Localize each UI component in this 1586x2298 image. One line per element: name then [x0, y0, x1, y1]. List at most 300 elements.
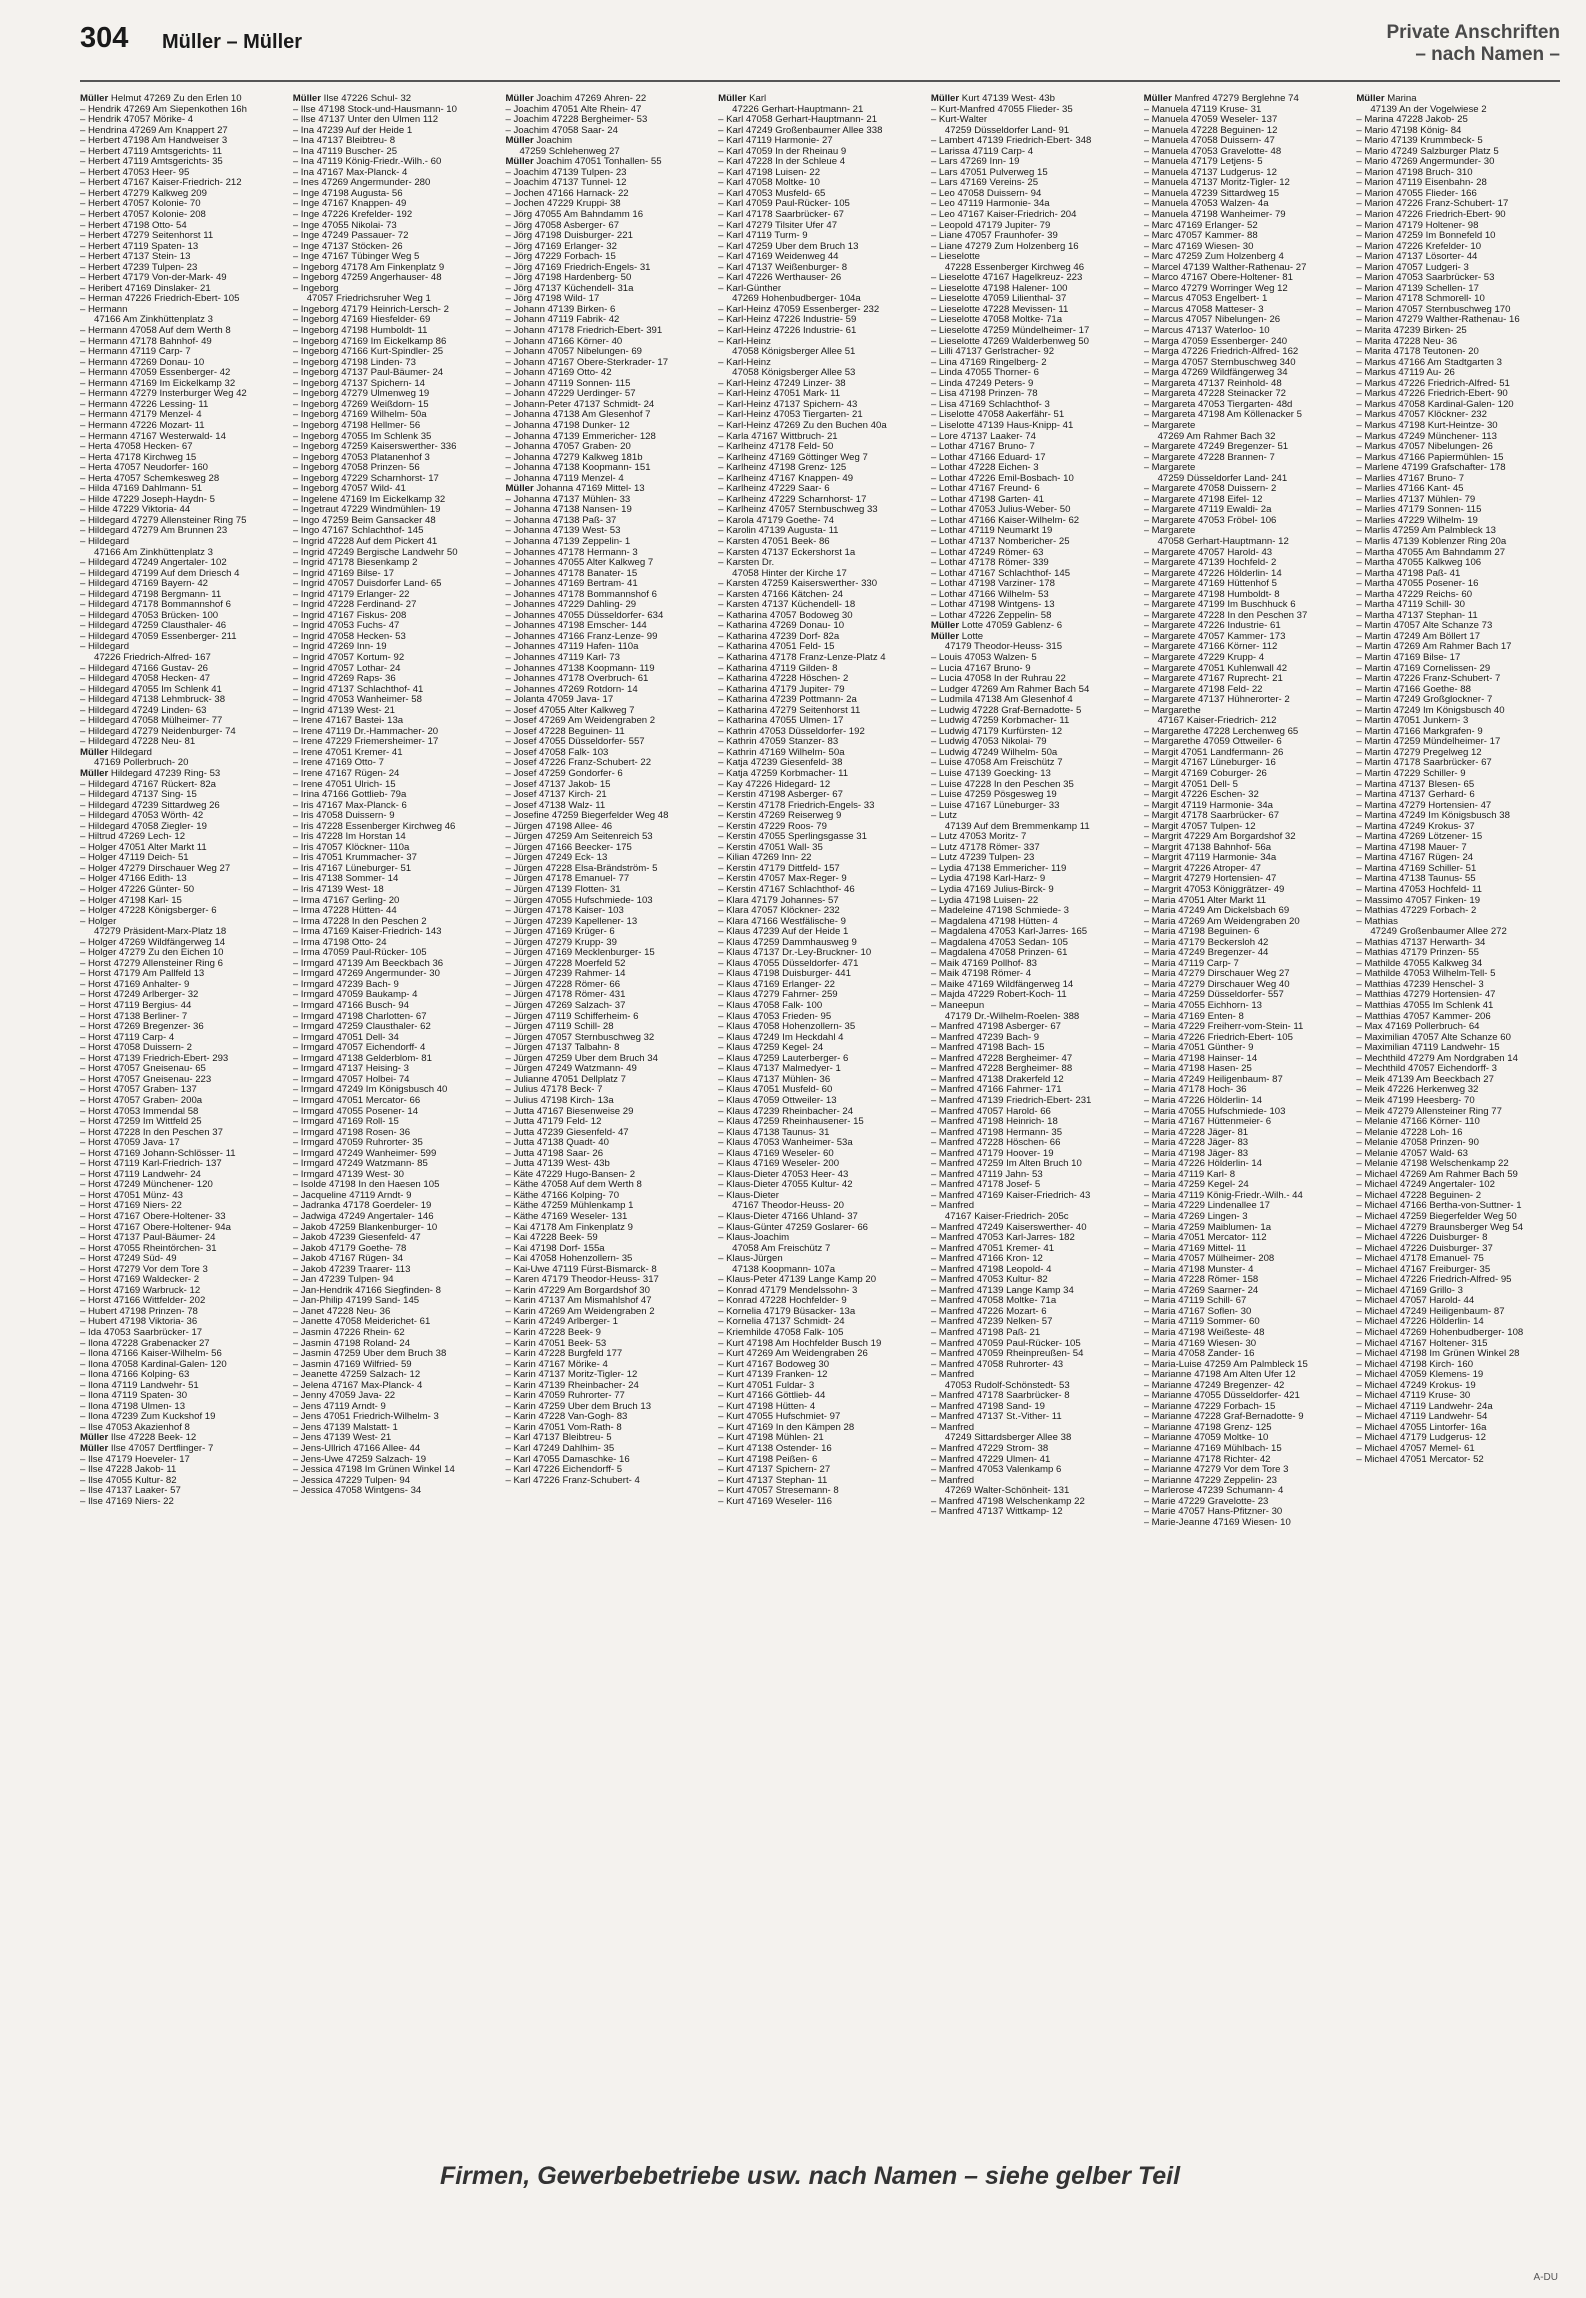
directory-entry: – Kurt-Manfred 47055 Flieder- 35: [930, 104, 1073, 115]
directory-entry: – Hermann 47226 Mozart- 11: [80, 420, 205, 431]
directory-entry: – Marga 47059 Essenberger- 240: [1143, 336, 1288, 347]
directory-entry: – Ilona 47239 Zum Kuckshof 19: [80, 1412, 216, 1423]
directory-entry: – Karl-Heinz 47226 Industrie- 59: [718, 315, 857, 326]
directory-entry: – Manuela 47137 Moritz-Tigler- 12: [1143, 178, 1290, 189]
directory-entry: – Katja 47239 Giesenfeld- 38: [718, 758, 843, 769]
directory-entry: – Manfred 47166 Fahrner- 171: [930, 1085, 1062, 1096]
directory-entry: – Manuela 47198 Wanheimer- 79: [1143, 210, 1286, 221]
directory-entry: Müller Joachim 47051 Tonhallen- 55: [505, 157, 662, 168]
directory-entry: – Kurt 47166 Göttlieb- 44: [718, 1391, 826, 1402]
directory-entry: – Irene 47051 Ulrich- 15: [292, 779, 396, 790]
directory-entry: – Josef 47259 Gondorfer- 6: [505, 769, 623, 779]
directory-entry: – Margit 47057 Tulpen- 12: [1143, 821, 1256, 832]
directory-entry: – Jürgen 47198 Allee- 46: [505, 821, 613, 832]
directory-entry: Müller Helmut 47269 Zu den Erlen 10: [80, 94, 242, 104]
directory-entry: – Maria 47051 Alter Markt 11: [1143, 895, 1267, 906]
directory-entry: – Michael 47279 Braunsberger Weg 54: [1356, 1222, 1524, 1233]
directory-entry: – Maria 47119 König-Friedr.-Wilh.- 44: [1143, 1190, 1303, 1201]
directory-entry: – Ilona 47058 Kardinal-Galen- 120: [80, 1359, 227, 1370]
directory-entry: – Jutta 47239 Giesenfeld- 47: [505, 1127, 629, 1138]
directory-entry: – Maria 47055 Eichhorn- 13: [1143, 1001, 1262, 1012]
directory-entry: 47058 Hinter der Kirche 17: [732, 568, 847, 579]
directory-entry: – Ingrid 47137 Schlachthof- 41: [292, 684, 424, 695]
directory-entry: – Ilse 47137 Laaker- 57: [80, 1486, 181, 1497]
directory-entry: – Karsten 47051 Beek- 86: [718, 536, 830, 547]
directory-entry: – Lothar 47167 Freund- 6: [930, 484, 1040, 495]
directory-entry: – Jörg 47169 Friedrich-Engels- 31: [505, 262, 651, 273]
directory-entry: – Lothar 47166 Eduard- 17: [930, 452, 1046, 463]
directory-entry: – Horst 47139 Friedrich-Ebert- 293: [80, 1053, 229, 1064]
directory-entry: – Manfred 47229 Strom- 38: [930, 1444, 1049, 1454]
directory-entry: – Ingo 47259 Beim Gansacker 48: [292, 515, 436, 526]
directory-entry: – Ludwig 47249 Wilhelm- 50a: [930, 747, 1058, 758]
directory-entry: – Manuela 47058 Duissern- 47: [1143, 136, 1275, 147]
directory-entry: – Manfred 47059 Paul-Rücker- 105: [930, 1338, 1081, 1349]
directory-entry: – Margarete 47053 Fröbel- 106: [1143, 515, 1277, 526]
directory-entry: 47058 Königsberger Allee 53: [732, 368, 856, 379]
directory-entry: – Johannes 47138 Koopmann- 119: [505, 663, 655, 674]
directory-entry: – Margrit 47053 Königgrätzer- 49: [1143, 885, 1285, 896]
directory-entry: – Margarete 47137 Hühnerorter- 2: [1143, 695, 1290, 706]
directory-entry: – Kerstin 47057 Max-Reger- 9: [718, 874, 847, 885]
directory-entry: – Horst 47167 Obere-Holtener- 33: [80, 1211, 226, 1222]
directory-entry: – Michael 47057 Harold- 44: [1356, 1296, 1475, 1307]
directory-entry: – Lothar 47166 Kaiser-Wilhelm- 62: [930, 515, 1080, 526]
directory-entry: – Irmgard 47138 Gelderblom- 81: [292, 1053, 432, 1064]
directory-entry: – Irmgard 47198 Charlotten- 67: [292, 1011, 427, 1022]
directory-entry: – Lothar 47167 Bruno- 7: [930, 442, 1035, 453]
directory-entry: – Karl 47198 Luisen- 22: [718, 167, 821, 178]
directory-entry: – Kurt 47137 Stephan- 11: [718, 1475, 828, 1486]
directory-entry: – Marianne 47055 Düsseldorfer- 421: [1143, 1391, 1300, 1402]
directory-entry: – Lieselotte 47059 Lilienthal- 37: [930, 294, 1067, 305]
directory-entry: – Ina 47119 König-Friedr.-Wilh.- 60: [292, 157, 442, 168]
directory-entry: – Horst 47119 Carp- 4: [80, 1032, 175, 1043]
directory-entry: – Marga 47057 Sternbuschweg 340: [1143, 357, 1296, 368]
directory-entry: – Jens 47139 West- 21: [292, 1433, 392, 1444]
directory-entry: – Mathias 47137 Herwarth- 34: [1356, 937, 1486, 948]
directory-entry: – Michael 47226 Duisburger- 37: [1356, 1243, 1493, 1254]
directory-entry: – Johann 47057 Nibelungen- 69: [505, 347, 642, 358]
directory-entry: – Horst 47138 Berliner- 7: [80, 1011, 188, 1022]
directory-entry: – Maria 47119 Carp- 7: [1143, 958, 1239, 969]
directory-entry: 47138 Koopmann- 107a: [732, 1264, 836, 1275]
directory-entry: – Manfred 47053 Karl-Jarres- 182: [930, 1233, 1075, 1244]
directory-entry: – Klaus-Dieter: [718, 1190, 779, 1201]
directory-entry: – Manfred 47139 Lange Kamp 34: [930, 1285, 1074, 1296]
directory-entry: – Kilian 47269 Inn- 22: [718, 853, 812, 864]
directory-entry: – Ilona 47119 Landwehr- 51: [80, 1380, 199, 1391]
directory-entry: – Irene 47169 Otto- 7: [292, 758, 384, 769]
directory-entry: – Johanna 47138 Koopmann- 151: [505, 463, 651, 474]
directory-entry: – Klaus 47239 Rheinbacher- 24: [718, 1106, 854, 1117]
directory-entry: – Manuela 47053 Gravelotte- 48: [1143, 146, 1282, 157]
directory-entry: – Horst 47179 Am Pallfeld 13: [80, 969, 205, 980]
directory-entry: – Karin 47228 Beek- 9: [505, 1327, 601, 1338]
directory-entry: – Irmgard 47051 Dell- 34: [292, 1032, 399, 1043]
directory-entry: – Irmgard 47057 Holbei- 74: [292, 1074, 410, 1085]
directory-entry: – Karlheinz 47229 Scharnhorst- 17: [718, 494, 867, 505]
directory-entry: – Hendrik 47269 Am Siepenkothen 16h: [80, 104, 247, 115]
directory-entry: – Karlheinz 47229 Saar- 6: [718, 484, 830, 495]
directory-entry: – Hildegard 47058 Hecken- 47: [80, 674, 211, 685]
directory-entry: – Klaus 47198 Duisburger- 441: [718, 969, 851, 980]
directory-entry: – Jakob 47239 Giesenfeld- 47: [292, 1233, 421, 1244]
directory-entry: – Käthe 47259 Mühlenkamp 1: [505, 1201, 634, 1212]
directory-entry: – Manfred 47239 Nelken- 57: [930, 1317, 1053, 1328]
directory-entry: – Ingeborg 47058 Prinzen- 56: [292, 463, 420, 474]
directory-entry: – Kurt 47198 Hütten- 4: [718, 1401, 816, 1412]
directory-entry: – Klaus 47169 Weseler- 60: [718, 1148, 834, 1159]
directory-entry: – Josef 47055 Alter Kalkweg 7: [505, 705, 635, 716]
directory-entry: – Josef 47137 Jakob- 15: [505, 779, 611, 790]
directory-entry: – Klaus-Dieter 47166 Uhland- 37: [718, 1211, 858, 1222]
page-number: 304: [80, 22, 129, 54]
directory-entry: – Karin 47229 Am Borgardshof 30: [505, 1285, 650, 1296]
directory-entry: – Marc 47169 Wiesen- 30: [1143, 241, 1254, 252]
directory-entry: – Katharina 47228 Höschen- 2: [718, 674, 849, 685]
section-title: [1386, 22, 1560, 66]
directory-entry: – Marcus 47137 Waterloo- 10: [1143, 326, 1270, 337]
directory-entry: – Jan-Hendrik 47166 Siegfinden- 8: [292, 1285, 441, 1296]
directory-entry: – Hildegard 47166 Gustav- 26: [80, 663, 208, 674]
directory-entry: – Maria 47179 Beckersloh 42: [1143, 937, 1269, 948]
directory-entry: – Karl-Günther: [718, 283, 782, 294]
directory-entry: – Manfred 47137 St.-Vither- 11: [930, 1412, 1062, 1423]
directory-entry: – Manfred: [930, 1475, 975, 1486]
directory-entry: – Manfred 47226 Mozart- 6: [930, 1306, 1047, 1317]
directory-entry: 47166 Am Zinkhüttenplatz 3: [94, 547, 213, 558]
directory-entry: – Lieselotte 47198 Halener- 100: [930, 283, 1068, 294]
directory-entry: – Klaus 47239 Auf der Heide 1: [718, 927, 849, 938]
directory-entry: – Johann 47167 Obere-Sterkrader- 17: [505, 357, 669, 368]
directory-entry: – Holger 47198 Karl- 15: [80, 895, 182, 906]
directory-entry: – Hildegard 47053 Brücken- 100: [80, 610, 219, 621]
directory-entry: – Karl 47226 Franz-Schubert- 4: [505, 1475, 640, 1486]
directory-entry: – Margarete 47249 Bregenzer- 51: [1143, 442, 1289, 453]
directory-entry: – Horst 47119 Karl-Friedrich- 137: [80, 1159, 222, 1170]
directory-entry: – Martha 47055 Kalkweg 106: [1356, 558, 1482, 569]
directory-entry: 47228 Essenberger Kirchweg 46: [944, 262, 1085, 273]
directory-entry: 47226 Friedrich-Alfred- 167: [94, 652, 211, 663]
directory-entry: Müller Joachim: [505, 136, 573, 147]
directory-entry: – Marianne 47059 Moltke- 10: [1143, 1433, 1269, 1444]
directory-entry: – Irene 47119 Dr.-Hammacher- 20: [292, 726, 439, 737]
directory-entry: – Marlies 47167 Bruno- 7: [1356, 473, 1465, 484]
directory-entry: – Hildegard 47137 Sing- 15: [80, 790, 197, 801]
directory-entry: – Martin 47229 Schiller- 9: [1356, 769, 1466, 779]
directory-entry: – Ilse 47055 Kultur- 82: [80, 1475, 177, 1486]
directory-entry: – Jens-Uwe 47259 Salzach- 19: [292, 1454, 427, 1465]
directory-entry: – Klaus-Jürgen: [718, 1254, 783, 1265]
directory-entry: – Hermann 47058 Auf dem Werth 8: [80, 326, 231, 337]
directory-entry: – Klaus-Günter 47259 Goslarer- 66: [718, 1222, 869, 1233]
directory-entry: – Marion 47279 Walther-Rathenau- 16: [1356, 315, 1520, 326]
directory-entry: 47167 Kaiser-Friedrich- 205c: [944, 1211, 1069, 1222]
directory-entry: – Liane 47057 Fraunhofer- 39: [930, 231, 1058, 242]
directory-entry: – Jürgen 47119 Schifferheim- 6: [505, 1011, 639, 1022]
directory-entry: – Hildegard 47239 Sittardweg 26: [80, 800, 220, 811]
directory-entry: Müller Manfred 47279 Berglehne 74: [1143, 94, 1299, 104]
directory-entry: – Martina 47249 Krokus- 37: [1356, 821, 1475, 832]
directory-entry: – Maria 47269 Am Weidengraben 20: [1143, 916, 1300, 927]
directory-entry: – Manuela 47137 Ludgerus- 12: [1143, 167, 1277, 178]
directory-entry: – Maik 47198 Römer- 4: [930, 969, 1032, 980]
directory-entry: – Marianne 47198 Am Alten Ufer 12: [1143, 1370, 1296, 1381]
directory-entry: – Herbert 47198 Otto- 54: [80, 220, 187, 231]
directory-entry: – Martha 47229 Reichs- 60: [1356, 589, 1473, 600]
directory-entry: – Mathias 47179 Prinzen- 55: [1356, 948, 1479, 959]
directory-entry: – Markus 47226 Friedrich-Ebert- 90: [1356, 389, 1508, 400]
directory-entry: – Marlies 47179 Sonnen- 115: [1356, 505, 1482, 516]
directory-entry: – Horst 47057 Gneisenau- 65: [80, 1064, 206, 1075]
directory-entry: – Klaus 47058 Hohenzollern- 35: [718, 1022, 856, 1033]
directory-entry: – Herbert 47179 Von-der-Mark- 49: [80, 273, 227, 284]
directory-entry: – Manuela 47059 Weseler- 137: [1143, 115, 1278, 126]
directory-entry: – Irmgard 47239 Bach- 9: [292, 979, 399, 990]
directory-entry: – Margareta 47198 Am Köllenacker 5: [1143, 410, 1302, 421]
directory-entry: – Karin 47249 Arlberger- 1: [505, 1317, 618, 1328]
directory-entry: – Magdalena 47058 Prinzen- 61: [930, 948, 1068, 959]
directory-entry: – Martha 47055 Posener- 16: [1356, 579, 1479, 590]
directory-entry: – Karl-Heinz 47269 Zu den Buchen 40a: [718, 420, 887, 431]
directory-entry: – Jutta 47138 Quadt- 40: [505, 1138, 609, 1149]
directory-entry: – Liselotte 47058 Aakerfähr- 51: [930, 410, 1065, 421]
directory-entry: – Jelena 47167 Max-Planck- 4: [292, 1380, 423, 1391]
directory-entry: – Jürgen 47228 Moerfeld 52: [505, 958, 626, 969]
directory-entry: – Katharina 47239 Pottmann- 2a: [718, 695, 857, 706]
directory-entry: – Michael 47249 Heiligenbaum- 87: [1356, 1306, 1505, 1317]
directory-entry: – Iris 47167 Lüneburger- 51: [292, 863, 412, 874]
directory-entry: – Martin 47178 Saarbrücker- 67: [1356, 758, 1492, 769]
directory-entry: – Jakob 47259 Blankenburger- 10: [292, 1222, 438, 1233]
directory-entry: – Martin 47057 Alte Schanze 73: [1356, 621, 1493, 632]
directory-entry: – Käte 47229 Hugo-Bansen- 2: [505, 1169, 636, 1180]
directory-entry: – Lothar 47226 Zeppelin- 58: [930, 610, 1052, 621]
directory-entry: – Herbert 47057 Kolonie- 70: [80, 199, 201, 210]
directory-entry: – Joachim 47051 Alte Rhein- 47: [505, 104, 642, 115]
directory-entry: – Margareta 47053 Tiergarten- 48d: [1143, 399, 1293, 410]
directory-entry: – Marcus 47058 Matteser- 3: [1143, 304, 1264, 315]
directory-entry: – Irene 47167 Rügen- 24: [292, 769, 400, 779]
directory-entry: – Klaus-Dieter 47055 Kultur- 42: [718, 1180, 853, 1191]
directory-entry: – Manfred 47198 Heinrich- 18: [930, 1117, 1058, 1128]
directory-entry: – Katharina 47057 Bodoweg 30: [718, 610, 853, 621]
directory-column-2: [293, 94, 497, 2158]
directory-entry: – Marlis 47139 Koblenzer Ring 20a: [1356, 536, 1507, 547]
directory-entry: – Hendrik 47057 Mörike- 4: [80, 115, 194, 126]
directory-entry: – Kai-Uwe 47119 Fürst-Bismarck- 8: [505, 1264, 657, 1275]
directory-entry: 47139 Auf dem Bremmenkamp 11: [944, 821, 1090, 832]
directory-entry: – Lisa 47169 Schlachthof- 3: [930, 399, 1050, 410]
directory-entry: – Marie 47229 Gravelotte- 23: [1143, 1496, 1269, 1507]
directory-entry: – Martina 47269 Lötzener- 15: [1356, 832, 1483, 843]
directory-entry: – Jessica 47058 Wintgens- 34: [292, 1486, 422, 1497]
directory-entry: – Herbert 47057 Kolonie- 208: [80, 210, 206, 221]
directory-entry: – Katharina 47119 Gilden- 8: [718, 663, 838, 674]
directory-entry: – Klaus 47138 Taunus- 31: [718, 1127, 830, 1138]
directory-entry: – Liane 47279 Zum Holzenberg 16: [930, 241, 1079, 252]
directory-entry: – Joachim 47228 Bergheimer- 53: [505, 115, 648, 126]
directory-entry: – Lilli 47137 Gerlstracher- 92: [930, 347, 1055, 358]
directory-entry: – Jürgen 47249 Eck- 13: [505, 853, 608, 864]
directory-entry: – Michael 47169 Grillo- 3: [1356, 1285, 1463, 1296]
directory-entry: – Jürgen 47139 Flotten- 31: [505, 885, 621, 896]
directory-entry: – Ilona 47119 Spaten- 30: [80, 1391, 188, 1402]
directory-entry: – Maria 47169 Wiesen- 30: [1143, 1338, 1257, 1349]
directory-entry: – Hildegard 47279 Neidenburger- 74: [80, 726, 236, 737]
directory-entry: – Maria 47167 Hüttenmeier- 6: [1143, 1117, 1272, 1128]
directory-entry: – Irene 47051 Kremer- 41: [292, 747, 403, 758]
directory-entry: – Manfred 47198 Welschenkamp 22: [930, 1496, 1085, 1507]
directory-entry: – Jürgen 47279 Krupp- 39: [505, 937, 617, 948]
directory-entry: – Irmgard 47059 Baukamp- 4: [292, 990, 418, 1001]
directory-entry: – Iris 47139 West- 18: [292, 885, 384, 896]
directory-columns: [80, 94, 1560, 2158]
directory-entry: – Johann 47119 Sonnen- 115: [505, 378, 631, 389]
directory-entry: – Marion 47119 Eisenbahn- 28: [1356, 178, 1487, 189]
directory-entry: Müller Hildegard: [80, 747, 152, 758]
directory-entry: – Margarete 47226 Industrie- 61: [1143, 621, 1281, 632]
directory-entry: – Jenny 47059 Java- 22: [292, 1391, 396, 1402]
directory-entry: 47259 Schlehenweg 27: [519, 146, 620, 157]
directory-entry: – Luise 47139 Goecking- 13: [930, 769, 1051, 779]
directory-entry: – Hildegard 47138 Lehmbruck- 38: [80, 695, 226, 706]
directory-entry: – Herta 47057 Neudorfer- 160: [80, 463, 208, 474]
directory-entry: – Ingeborg 47178 Am Finkenplatz 9: [292, 262, 445, 273]
directory-entry: – Johann 47178 Friedrich-Ebert- 391: [505, 326, 663, 337]
directory-entry: – Mathias 47229 Forbach- 2: [1356, 906, 1477, 917]
directory-entry: – Josef 47137 Kirch- 21: [505, 790, 607, 801]
directory-entry: Müller Ilse 47228 Beek- 12: [80, 1433, 197, 1444]
directory-entry: – Marcus 47053 Engelbert- 1: [1143, 294, 1268, 305]
directory-entry: – Marianne 47228 Graf-Bernadotte- 9: [1143, 1412, 1304, 1423]
directory-entry: – Klaus 47059 Ottweiler- 13: [718, 1095, 837, 1106]
directory-entry: – Jörg 47058 Asberger- 67: [505, 220, 620, 231]
directory-entry: – Irmgard 47169 Roll- 15: [292, 1117, 399, 1128]
directory-entry: – Kai 47198 Dorf- 155a: [505, 1243, 605, 1254]
directory-entry: – Johann 47139 Birken- 6: [505, 304, 616, 315]
directory-entry: – Lambert 47139 Friedrich-Ebert- 348: [930, 136, 1092, 147]
directory-entry: – Horst 47167 Obere-Holtener- 94a: [80, 1222, 231, 1233]
directory-entry: – Hiltrud 47269 Lech- 12: [80, 832, 186, 843]
directory-entry: – Horst 47249 Süd- 49: [80, 1254, 177, 1265]
directory-entry: – Mechthild 47279 Am Nordgraben 14: [1356, 1053, 1518, 1064]
directory-entry: – Horst 47169 Johann-Schlösser- 11: [80, 1148, 236, 1159]
directory-entry: – Lucia 47167 Bruno- 9: [930, 663, 1031, 674]
directory-entry: – Horst 47169 Anhalter- 9: [80, 979, 190, 990]
directory-entry: – Michael 47051 Mercator- 52: [1356, 1454, 1484, 1465]
directory-entry: 47169 Pollerbruch- 20: [94, 758, 189, 769]
directory-entry: – Martin 47169 Bilse- 17: [1356, 652, 1461, 663]
directory-entry: – Lore 47137 Laaker- 74: [930, 431, 1036, 442]
directory-entry: – Ilse 47198 Stock-und-Hausmann- 10: [292, 104, 457, 115]
directory-entry: – Markus 47057 Klöckner- 232: [1356, 410, 1487, 421]
directory-entry: – Klaus 47169 Weseler- 200: [718, 1159, 840, 1170]
directory-entry: – Martina 47137 Blesen- 65: [1356, 779, 1475, 790]
directory-entry: – Horst 47057 Graben- 200a: [80, 1095, 203, 1106]
directory-entry: – Irma 47169 Kaiser-Friedrich- 143: [292, 927, 442, 938]
directory-entry: – Margrit 47226 Atroper- 47: [1143, 863, 1261, 874]
directory-entry: – Margarete 47057 Kammer- 173: [1143, 631, 1286, 642]
directory-entry: – Manfred 47229 Ulmen- 41: [930, 1454, 1051, 1465]
directory-entry: – Maria 47198 Jäger- 83: [1143, 1148, 1249, 1159]
directory-entry: – Hermann 47179 Menzel- 4: [80, 410, 202, 421]
directory-entry: – Martin 47249 Großglockner- 7: [1356, 695, 1493, 706]
directory-entry: – Jürgen 47228 Elsa-Brändström- 5: [505, 863, 658, 874]
directory-entry: – Jan-Philip 47199 Sand- 145: [292, 1296, 420, 1307]
directory-entry: Müller Joachim 47269 Ähren- 22: [505, 94, 647, 104]
directory-entry: – Ingeborg 47169 Im Eickelkamp 86: [292, 336, 447, 347]
directory-entry: – Luise 47259 Pösgesweg 19: [930, 790, 1057, 801]
directory-entry: – Kerstin 47055 Sperlingsgasse 31: [718, 832, 867, 843]
directory-entry: – Martin 47269 Am Rahmer Bach 17: [1356, 642, 1512, 653]
directory-entry: – Jürgen 47228 Römer- 66: [505, 979, 621, 990]
directory-entry: – Joachim 47137 Tunnel- 12: [505, 178, 627, 189]
directory-entry: – Marion 47178 Schmorell- 10: [1356, 294, 1485, 305]
directory-entry: – Ilse 47179 Hoeveler- 17: [80, 1454, 190, 1465]
header-rule: [80, 80, 1560, 82]
directory-entry: – Michael 47269 Hohenbudberger- 108: [1356, 1327, 1524, 1338]
directory-entry: – Käthe 47169 Weseler- 131: [505, 1211, 628, 1222]
directory-entry: – Herbert 47279 Seitenhorst 11: [80, 231, 214, 242]
directory-entry: – Manfred 47198 Sand- 19: [930, 1401, 1046, 1412]
directory-entry: – Michael 47178 Emanuel- 75: [1356, 1254, 1484, 1265]
directory-entry: – Josef 47228 Beguinen- 11: [505, 726, 625, 737]
directory-entry: – Jasmin 47169 Wilfried- 59: [292, 1359, 412, 1370]
directory-entry: – Klaus 47055 Düsseldorfer- 471: [718, 958, 859, 969]
directory-entry: – Marlis 47259 Am Palmbleck 13: [1356, 526, 1497, 537]
directory-entry: – Herbert 47137 Stein- 13: [80, 252, 191, 263]
directory-entry: – Hubert 47198 Viktoria- 36: [80, 1317, 198, 1328]
directory-entry: – Margarete 47226 Hölderlin- 14: [1143, 568, 1282, 579]
directory-entry: – Johannes 47269 Rotdorn- 14: [505, 684, 638, 695]
directory-entry: 47167 Kaiser-Friedrich- 212: [1157, 716, 1277, 727]
directory-entry: – Lydia 47169 Julius-Birck- 9: [930, 885, 1054, 896]
directory-entry: – Marion 47139 Schellen- 17: [1356, 283, 1479, 294]
directory-entry: – Madeleine 47198 Schmiede- 3: [930, 906, 1070, 917]
directory-entry: – Jörg 47198 Duisburger- 221: [505, 231, 633, 242]
directory-entry: – Hilde 47229 Joseph-Haydn- 5: [80, 494, 215, 505]
directory-entry: – Janette 47058 Meiderichet- 61: [292, 1317, 431, 1328]
directory-entry: – Klaus 47259 Dammhausweg 9: [718, 937, 857, 948]
directory-entry: Müller Ilse 47057 Dertflinger- 7: [80, 1444, 214, 1454]
directory-entry: – Karl 47169 Weidenweg 44: [718, 252, 839, 263]
directory-entry: – Majda 47229 Robert-Koch- 11: [930, 990, 1067, 1001]
directory-entry: – Herbert 47119 Spaten- 13: [80, 241, 199, 252]
directory-entry: – Horst 47059 Java- 17: [80, 1138, 180, 1149]
directory-entry: – Ilse 47053 Akazienhof 8: [80, 1422, 190, 1433]
directory-entry: – Margit 47051 Dell- 5: [1143, 779, 1238, 790]
directory-entry: – Maria 47226 Friedrich-Ebert- 105: [1143, 1032, 1293, 1043]
directory-entry: – Manfred 47228 Bergheimer- 47: [930, 1053, 1073, 1064]
directory-entry: – Matthias 47055 Im Schlenk 41: [1356, 1001, 1494, 1012]
directory-entry: – Michael 47057 Memel- 61: [1356, 1444, 1475, 1454]
directory-entry: – Michael 47119 Landwehr- 24a: [1356, 1401, 1493, 1412]
directory-entry: – Horst 47058 Duissern- 2: [80, 1043, 192, 1054]
directory-entry: – Ingrid 47057 Lothar- 24: [292, 663, 401, 674]
directory-entry: – Maria 47198 Hainser- 14: [1143, 1053, 1258, 1064]
directory-entry: – Marion 47055 Flieder- 166: [1356, 188, 1477, 199]
directory-entry: – Horst 47269 Bregenzer- 36: [80, 1022, 204, 1033]
directory-entry: – Hildegard 47259 Clausthaler- 46: [80, 621, 227, 632]
directory-entry: – Marlene 47199 Grafschafter- 178: [1356, 463, 1506, 474]
directory-entry: – Karl-Heinz 47226 Industrie- 61: [718, 326, 857, 337]
directory-entry: – Manfred 47138 Drakerfeld 12: [930, 1074, 1064, 1085]
directory-entry: 47167 Theodor-Heuss- 20: [732, 1201, 844, 1212]
directory-entry: 47179 Dr.-Wilhelm-Roelen- 388: [944, 1011, 1080, 1022]
directory-entry: – Horst 47259 Im Wittfeld 25: [80, 1117, 202, 1128]
